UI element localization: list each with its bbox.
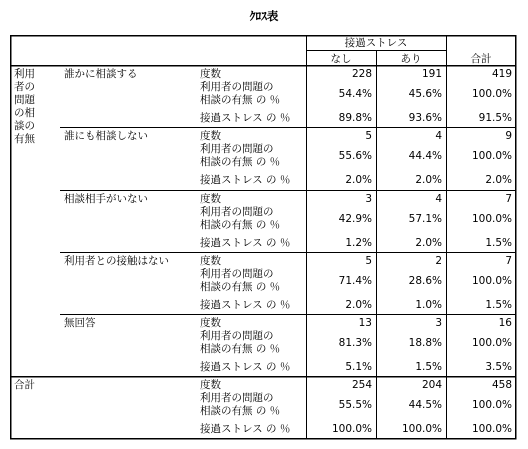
table-cell: 2.0%: [345, 299, 372, 311]
table-cell: 54.4%: [338, 88, 372, 100]
total-group-label: 合計: [14, 379, 35, 391]
group-label: 誰かに相談する: [64, 68, 138, 80]
table-cell: 458: [491, 379, 512, 391]
table-cell: 100.0%: [471, 337, 512, 349]
stat-label-count: 度数: [200, 193, 221, 205]
table-cell: 28.6%: [408, 275, 442, 287]
stat-label-count: 度数: [200, 68, 221, 80]
table-cell: 7: [505, 255, 512, 267]
table-cell: 91.5%: [478, 112, 512, 124]
table-cell: 3.5%: [485, 361, 512, 373]
table-cell: 2.0%: [345, 174, 372, 186]
stat-label-row-pct: 利用者の問題の: [200, 206, 274, 218]
table-cell: 100.0%: [471, 275, 512, 287]
table-cell: 419: [491, 68, 512, 80]
stat-label-col-pct: 接過ストレス の ％: [200, 299, 291, 311]
table-cell: 5: [365, 130, 372, 142]
stat-label-col-pct: 接過ストレス の ％: [200, 237, 291, 249]
stat-label-col-pct: 接過ストレス の ％: [200, 112, 291, 124]
header-group-label: 接過ストレス: [344, 37, 408, 49]
table-cell: 16: [498, 317, 512, 329]
group-label: 利用者との接触はない: [64, 255, 169, 267]
table-cell: 3: [365, 193, 372, 205]
table-cell: 9: [505, 130, 512, 142]
row-variable-label: 談の: [14, 120, 35, 132]
table-cell: 100.0%: [331, 423, 372, 435]
row-variable-label: 利用: [14, 68, 35, 80]
table-cell: 7: [505, 193, 512, 205]
table-cell: 2.0%: [415, 237, 442, 249]
table-cell: 13: [358, 317, 372, 329]
table-cell: 3: [435, 317, 442, 329]
table-cell: 4: [435, 193, 442, 205]
table-cell: 44.4%: [408, 150, 442, 162]
stat-label-row-pct: 利用者の問題の: [200, 392, 274, 404]
stat-label-row-pct: 相談の有無 の ％: [200, 405, 281, 417]
header-col-ari: あり: [400, 53, 422, 65]
stat-label-count: 度数: [200, 255, 221, 267]
table-cell: 1.5%: [485, 237, 512, 249]
table-cell: 5.1%: [345, 361, 372, 373]
table-cell: 100.0%: [471, 88, 512, 100]
stat-label-row-pct: 相談の有無 の ％: [200, 281, 281, 293]
row-variable-label: 有無: [14, 133, 35, 145]
stat-label-row-pct: 利用者の問題の: [200, 330, 274, 342]
stat-label-row-pct: 利用者の問題の: [200, 268, 274, 280]
table-cell: 57.1%: [408, 213, 442, 225]
row-variable-label: 問題: [14, 94, 35, 106]
table-title: ｸﾛｽ表: [249, 9, 279, 23]
table-cell: 4: [435, 130, 442, 142]
group-label: 誰にも相談しない: [64, 130, 148, 142]
table-cell: 228: [351, 68, 372, 80]
table-cell: 42.9%: [338, 213, 372, 225]
table-cell: 5: [365, 255, 372, 267]
table-cell: 81.3%: [338, 337, 372, 349]
table-cell: 191: [421, 68, 442, 80]
table-cell: 204: [421, 379, 442, 391]
stat-label-row-pct: 相談の有無 の ％: [200, 156, 281, 168]
row-variable-label: の相: [14, 107, 35, 119]
stat-label-col-pct: 接過ストレス の ％: [200, 361, 291, 373]
stat-label-count: 度数: [200, 130, 221, 142]
table-cell: 100.0%: [471, 423, 512, 435]
stat-label-row-pct: 利用者の問題の: [200, 81, 274, 93]
stat-label-row-pct: 相談の有無 の ％: [200, 343, 281, 355]
group-label: 無回答: [64, 317, 96, 329]
table-cell: 93.6%: [408, 112, 442, 124]
row-variable-label: 者の: [14, 81, 35, 93]
table-cell: 44.5%: [408, 399, 442, 411]
stat-label-count: 度数: [200, 379, 221, 391]
table-cell: 100.0%: [471, 213, 512, 225]
group-label: 相談相手がいない: [64, 193, 148, 205]
table-cell: 100.0%: [471, 150, 512, 162]
table-cell: 55.5%: [338, 399, 372, 411]
stat-label-row-pct: 相談の有無 の ％: [200, 219, 281, 231]
stat-label-row-pct: 利用者の問題の: [200, 143, 274, 155]
table-cell: 254: [351, 379, 372, 391]
table-cell: 18.8%: [408, 337, 442, 349]
table-cell: 2: [435, 255, 442, 267]
stat-label-count: 度数: [200, 317, 221, 329]
table-cell: 45.6%: [408, 88, 442, 100]
table-cell: 55.6%: [338, 150, 372, 162]
table-cell: 1.5%: [485, 299, 512, 311]
stat-label-row-pct: 相談の有無 の ％: [200, 94, 281, 106]
table-cell: 1.2%: [345, 237, 372, 249]
table-cell: 2.0%: [415, 174, 442, 186]
table-cell: 2.0%: [485, 174, 512, 186]
table-cell: 100.0%: [401, 423, 442, 435]
stat-label-col-pct: 接過ストレス の ％: [200, 423, 291, 435]
header-total: 合計: [470, 53, 492, 65]
table-cell: 1.5%: [415, 361, 442, 373]
table-cell: 100.0%: [471, 399, 512, 411]
table-cell: 71.4%: [338, 275, 372, 287]
table-cell: 89.8%: [338, 112, 372, 124]
stat-label-col-pct: 接過ストレス の ％: [200, 174, 291, 186]
header-col-nashi: なし: [330, 53, 352, 65]
table-cell: 1.0%: [415, 299, 442, 311]
